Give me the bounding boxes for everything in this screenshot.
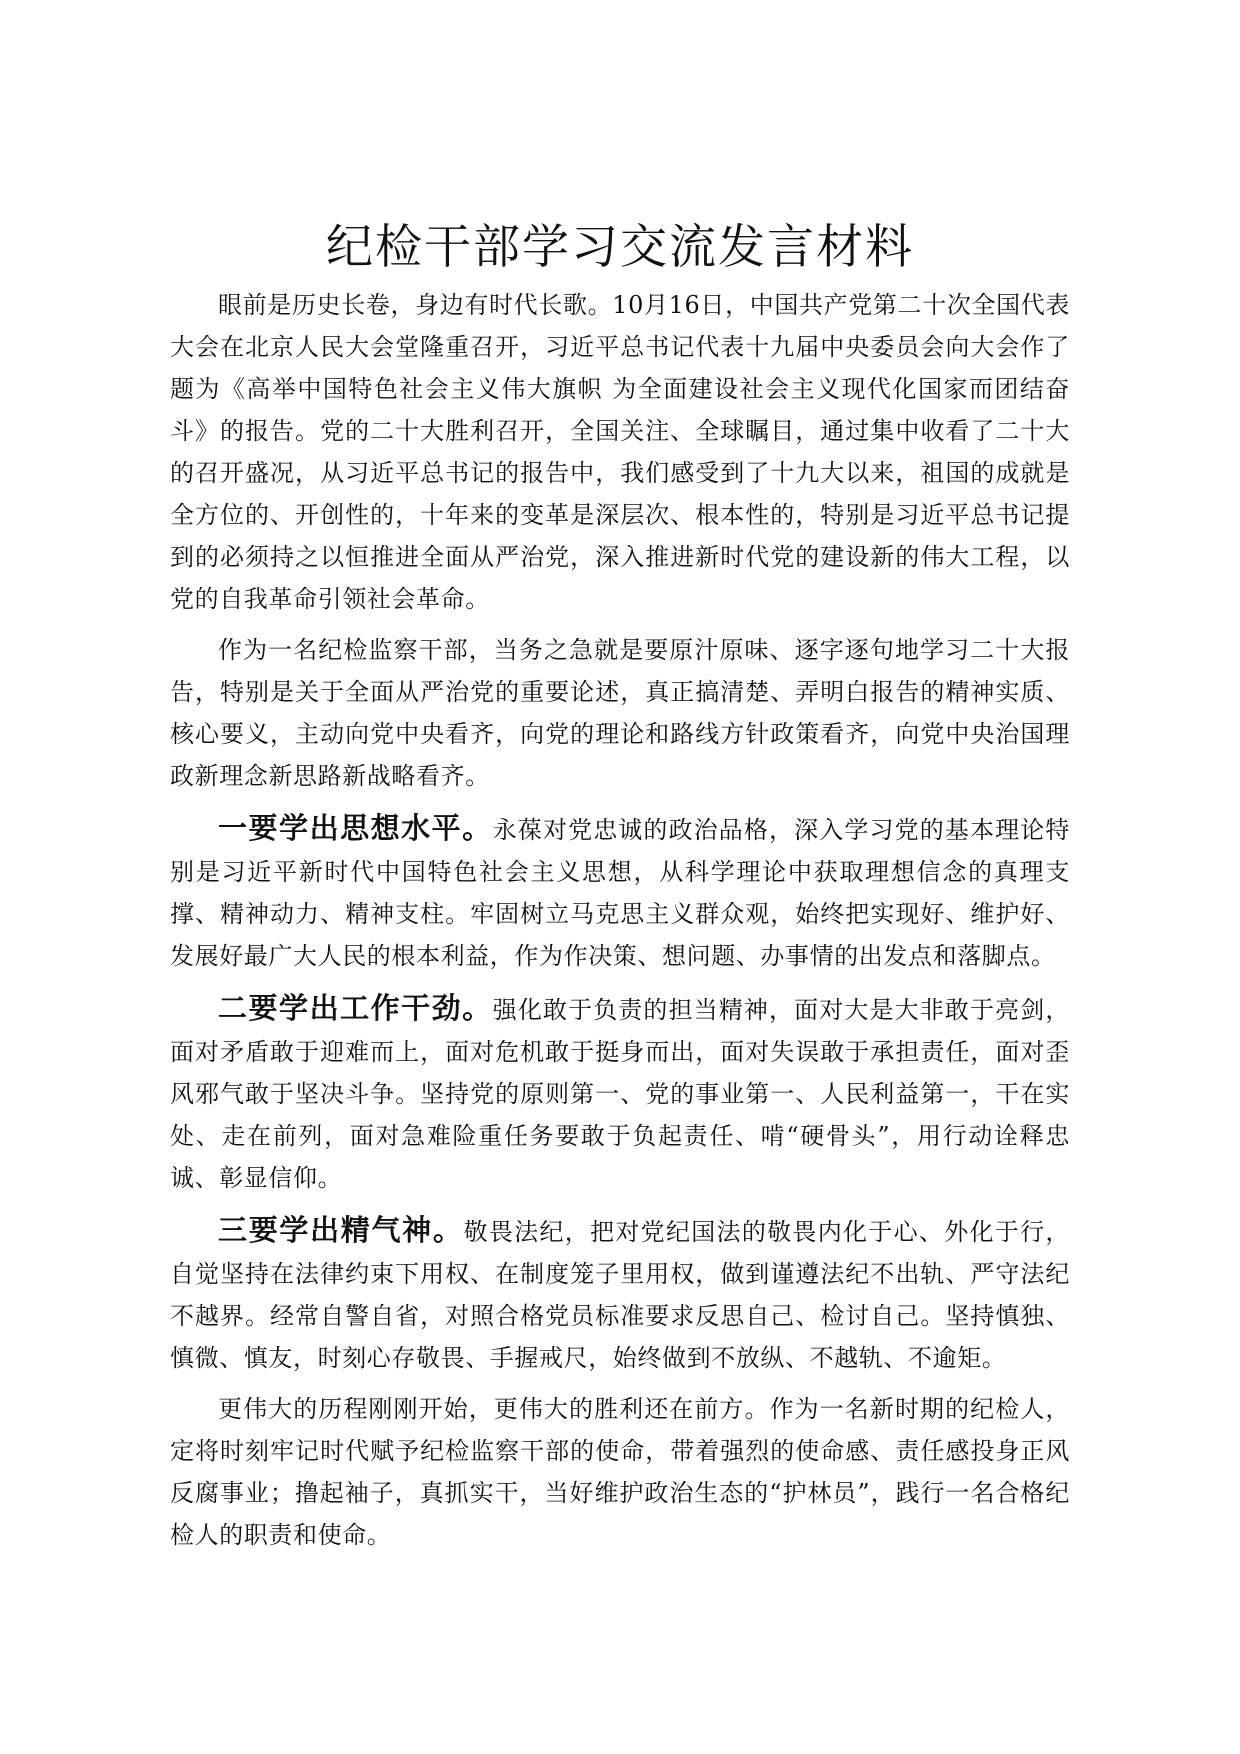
paragraph-text: 眼前是历史长卷，身边有时代长歌。10月16日，中国共产党第二十次全国代表大会在北京人民大会堂隆重召开，习近平总书记代表十九届中央委员会向大会作了题为《高举中国特色社会主义伟大旗帜 为全面建设社会主义现代化国家而团结奋斗》的报告。党的二十大胜利召开，全国关注、全球瞩目，通过集中收看了二十大的召开盛况，从习近平总书记的报告中，我们感受到了十九大以来，祖国的成就是全方位的、开创性的，十年来的变革是深层次、根本性的，特别是习近平总书记提到的必须持之以恒推进全面从严治党，深入推进新时代党的建设新的伟大工程，以党的自我革命引领社会革命。 [170, 291, 1070, 613]
paragraph-intro [170, 284, 1070, 620]
document-body [170, 218, 1070, 1556]
document-title: 纪检干部学习交流发言材料 [326, 220, 914, 275]
paragraph-point-two [170, 987, 1070, 1199]
paragraph-text: 敬畏法纪，把对党纪国法的敬畏内化于心、外化于行，自觉坚持在法律约束下用权、在制度笼子里用权，做到谨遵法纪不出轨、严守法纪不越界。经常自警自省，对照合格党员标准要求反思自己、检讨自己。坚持慎独、慎微、慎友，时刻心存敬畏、手握戒尺，始终做到不放纵、不越轨、不逾矩。 [170, 1218, 1070, 1372]
paragraph-text: 强化敢于负责的担当精神，面对大是大非敢于亮剑，面对矛盾敢于迎难而上，面对危机敢于挺身而出，面对失误敢于承担责任，面对歪风邪气敢于坚决斗争。坚持党的原则第一、党的事业第一、人民利益第一，干在实处、走在前列，面对急难险重任务要敢于负起责任、啃“硬骨头”，用行动诠释忠诚、彰显信仰。 [170, 996, 1070, 1192]
paragraph-text: 作为一名纪检监察干部，当务之急就是要原汁原味、逐字逐句地学习二十大报告，特别是关于全面从严治党的重要论述，真正搞清楚、弄明白报告的精神实质、核心要义，主动向党中央看齐，向党的理论和路线方针政策看齐，向党中央治国理政新理念新思路新战略看齐。 [170, 636, 1070, 790]
paragraph-conclusion [170, 1388, 1070, 1556]
section-heading: 二要学出工作干劲。 [218, 991, 493, 1025]
paragraph-point-one [170, 807, 1070, 977]
paragraph-duty [170, 629, 1070, 797]
paragraph-text: 永葆对党忠诚的政治品格，深入学习党的基本理论特别是习近平新时代中国特色社会主义思想，从科学理论中获取理想信念的真理支撑、精神动力、精神支柱。牢固树立马克思主义群众观，始终把实现好、维护好、发展好最广大人民的根本利益，作为作决策、想问题、办事情的出发点和落脚点。 [170, 816, 1070, 970]
section-heading: 一要学出思想水平。 [218, 811, 493, 845]
section-heading: 三要学出精气神。 [218, 1213, 464, 1247]
paragraph-point-three [170, 1209, 1070, 1379]
paragraph-text: 更伟大的历程刚刚开始，更伟大的胜利还在前方。作为一名新时期的纪检人，定将时刻牢记时代赋予纪检监察干部的使命，带着强烈的使命感、责任感投身正风反腐事业；撸起袖子，真抓实干，当好维护政治生态的“护林员”，践行一名合格纪检人的职责和使命。 [170, 1395, 1070, 1549]
